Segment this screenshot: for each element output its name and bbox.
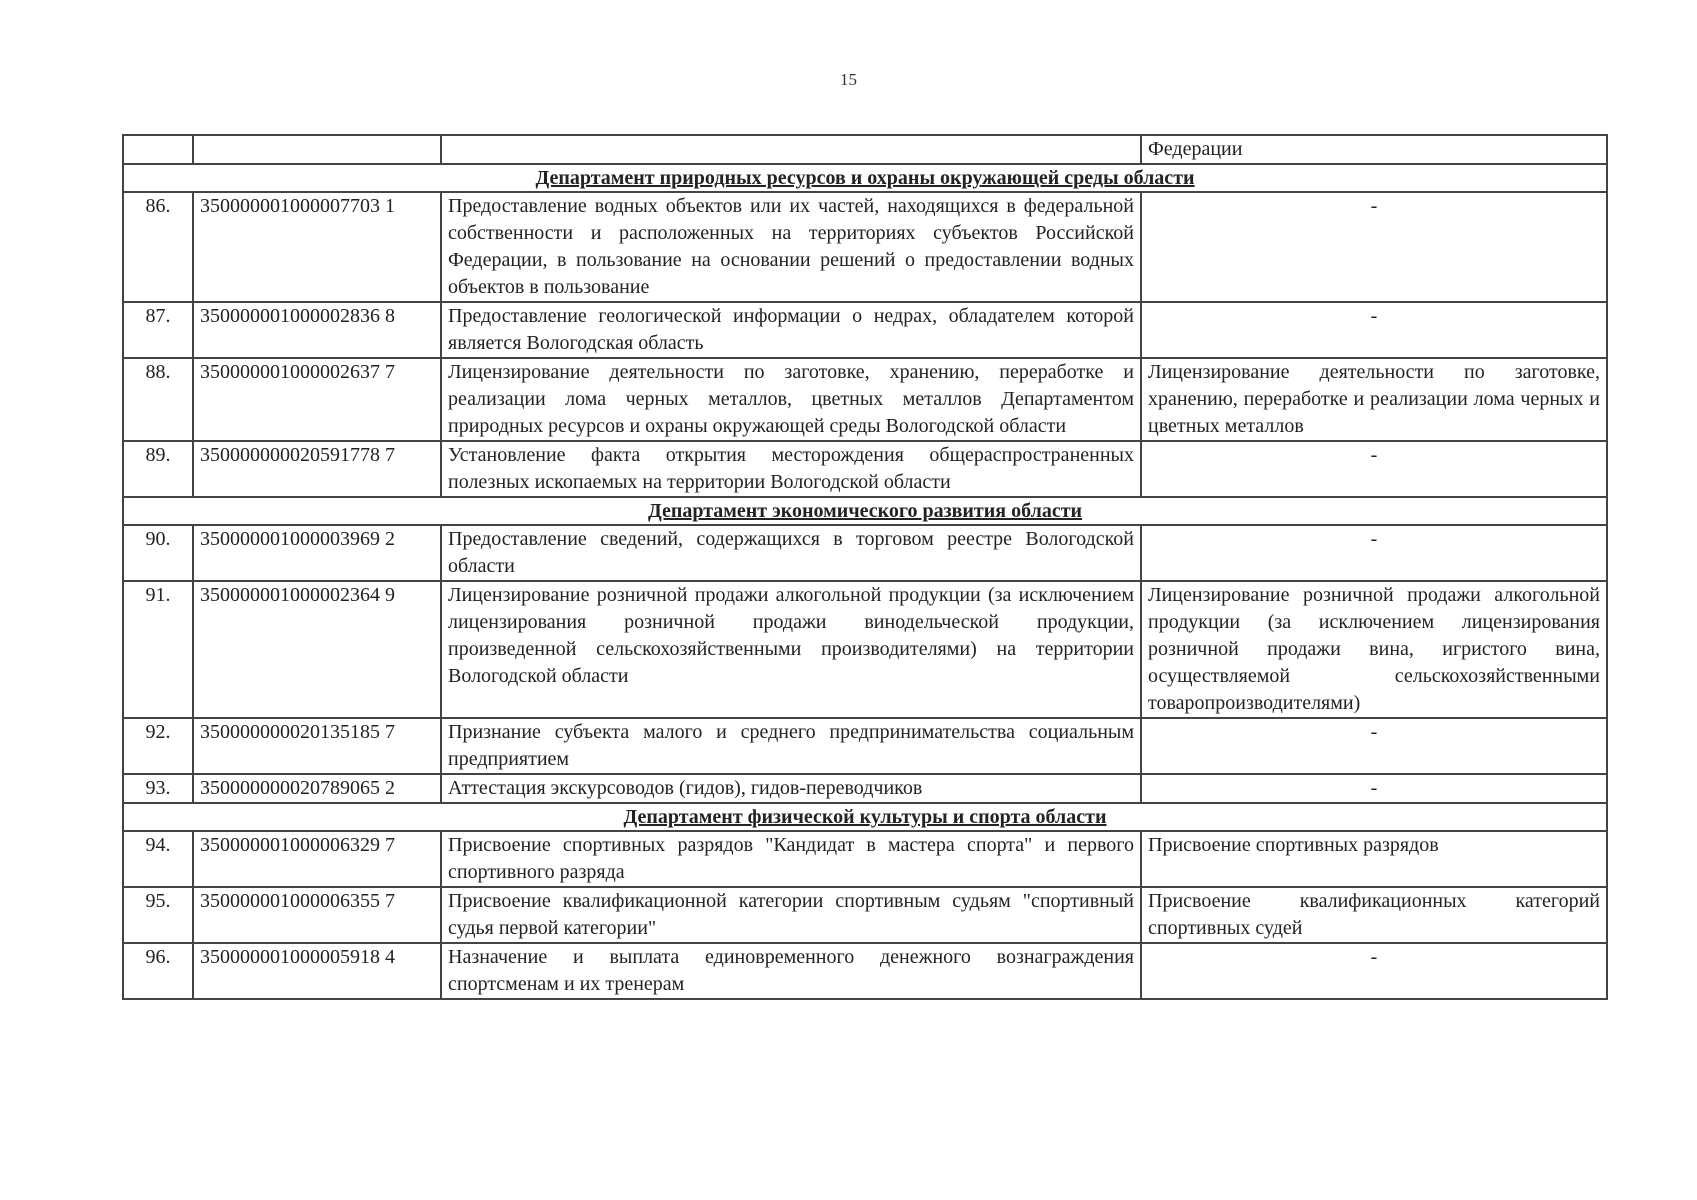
table-row: [123, 192, 1607, 302]
federal-service-cell: -: [1141, 441, 1607, 497]
federal-service-cell: -: [1141, 525, 1607, 581]
row-number-cell: 90.: [123, 525, 193, 581]
federal-service-cell: Присвоение квалификационных категорий спортивных судей: [1141, 887, 1607, 943]
header-cell-federal: Федерации: [1141, 135, 1607, 164]
table-row: [123, 774, 1607, 803]
section-row: [123, 164, 1607, 192]
row-number-cell: 87.: [123, 302, 193, 358]
federal-service-cell: Присвоение спортивных разрядов: [1141, 831, 1607, 887]
federal-service-cell: -: [1141, 192, 1607, 302]
service-name-cell: Лицензирование розничной продажи алкогольной продукции (за исключением лицензирования розничной продажи винодельческой продукции, произведенной сельскохозяйственными производителями) на территории Вологодской области: [441, 581, 1141, 718]
service-name-cell: Присвоение спортивных разрядов "Кандидат в мастера спорта" и первого спортивного разряда: [441, 831, 1141, 887]
row-number-cell: 86.: [123, 192, 193, 302]
registry-code-cell: 350000001000005918 4: [193, 943, 441, 999]
row-number-cell: 91.: [123, 581, 193, 718]
row-number-cell: 89.: [123, 441, 193, 497]
table-row: [123, 581, 1607, 718]
row-number-cell: 92.: [123, 718, 193, 774]
section-title: Департамент экономического развития области: [123, 497, 1607, 525]
registry-code-cell: 350000000020789065 2: [193, 774, 441, 803]
registry-code-cell: 350000001000002836 8: [193, 302, 441, 358]
table-row: [123, 358, 1607, 441]
table-row: [123, 887, 1607, 943]
section-title: Департамент физической культуры и спорта области: [123, 803, 1607, 831]
row-number-cell: 93.: [123, 774, 193, 803]
registry-code-cell: 350000001000006329 7: [193, 831, 441, 887]
table-row: [123, 943, 1607, 999]
registry-code-cell: 350000000020591778 7: [193, 441, 441, 497]
service-name-cell: Установление факта открытия месторождения общераспространенных полезных ископаемых на территории Вологодской области: [441, 441, 1141, 497]
federal-service-cell: Лицензирование деятельности по заготовке, хранению, переработке и реализации лома черных и цветных металлов: [1141, 358, 1607, 441]
service-name-cell: Предоставление сведений, содержащихся в торговом реестре Вологодской области: [441, 525, 1141, 581]
table-row: [123, 831, 1607, 887]
table-row: [123, 441, 1607, 497]
service-name-cell: Присвоение квалификационной категории спортивным судьям "спортивный судья первой категории": [441, 887, 1141, 943]
registry-code-cell: 350000000020135185 7: [193, 718, 441, 774]
service-name-cell: Предоставление водных объектов или их частей, находящихся в федеральной собственности и расположенных на территориях субъектов Российской Федерации, в пользование на основании решений о предоставлении водных объектов в пользование: [441, 192, 1141, 302]
registry-code-cell: 350000001000007703 1: [193, 192, 441, 302]
row-number-cell: 88.: [123, 358, 193, 441]
registry-code-cell: 350000001000006355 7: [193, 887, 441, 943]
table-header-row: [123, 135, 1607, 164]
section-row: [123, 803, 1607, 831]
section-title: Департамент природных ресурсов и охраны окружающей среды области: [123, 164, 1607, 192]
row-number-cell: 96.: [123, 943, 193, 999]
page-number: 15: [840, 70, 857, 89]
federal-service-cell: -: [1141, 774, 1607, 803]
row-number-cell: 95.: [123, 887, 193, 943]
services-table: [122, 134, 1608, 1000]
header-cell-name: [441, 135, 1141, 164]
table-row: [123, 718, 1607, 774]
registry-code-cell: 350000001000002364 9: [193, 581, 441, 718]
registry-code-cell: 350000001000002637 7: [193, 358, 441, 441]
service-name-cell: Предоставление геологической информации о недрах, обладателем которой является Вологодская область: [441, 302, 1141, 358]
federal-service-cell: -: [1141, 943, 1607, 999]
service-name-cell: Лицензирование деятельности по заготовке, хранению, переработке и реализации лома черных металлов, цветных металлов Департаментом природных ресурсов и охраны окружающей среды Вологодской области: [441, 358, 1141, 441]
federal-service-cell: -: [1141, 302, 1607, 358]
service-name-cell: Аттестация экскурсоводов (гидов), гидов-переводчиков: [441, 774, 1141, 803]
table-row: [123, 525, 1607, 581]
header-cell-num: [123, 135, 193, 164]
table-row: [123, 302, 1607, 358]
federal-service-cell: Лицензирование розничной продажи алкогольной продукции (за исключением лицензирования розничной продажи вина, игристого вина, осуществляемой сельскохозяйственными товаропроизводителями): [1141, 581, 1607, 718]
service-name-cell: Признание субъекта малого и среднего предпринимательства социальным предприятием: [441, 718, 1141, 774]
section-row: [123, 497, 1607, 525]
registry-code-cell: 350000001000003969 2: [193, 525, 441, 581]
service-name-cell: Назначение и выплата единовременного денежного вознаграждения спортсменам и их тренерам: [441, 943, 1141, 999]
federal-service-cell: -: [1141, 718, 1607, 774]
header-cell-code: [193, 135, 441, 164]
row-number-cell: 94.: [123, 831, 193, 887]
